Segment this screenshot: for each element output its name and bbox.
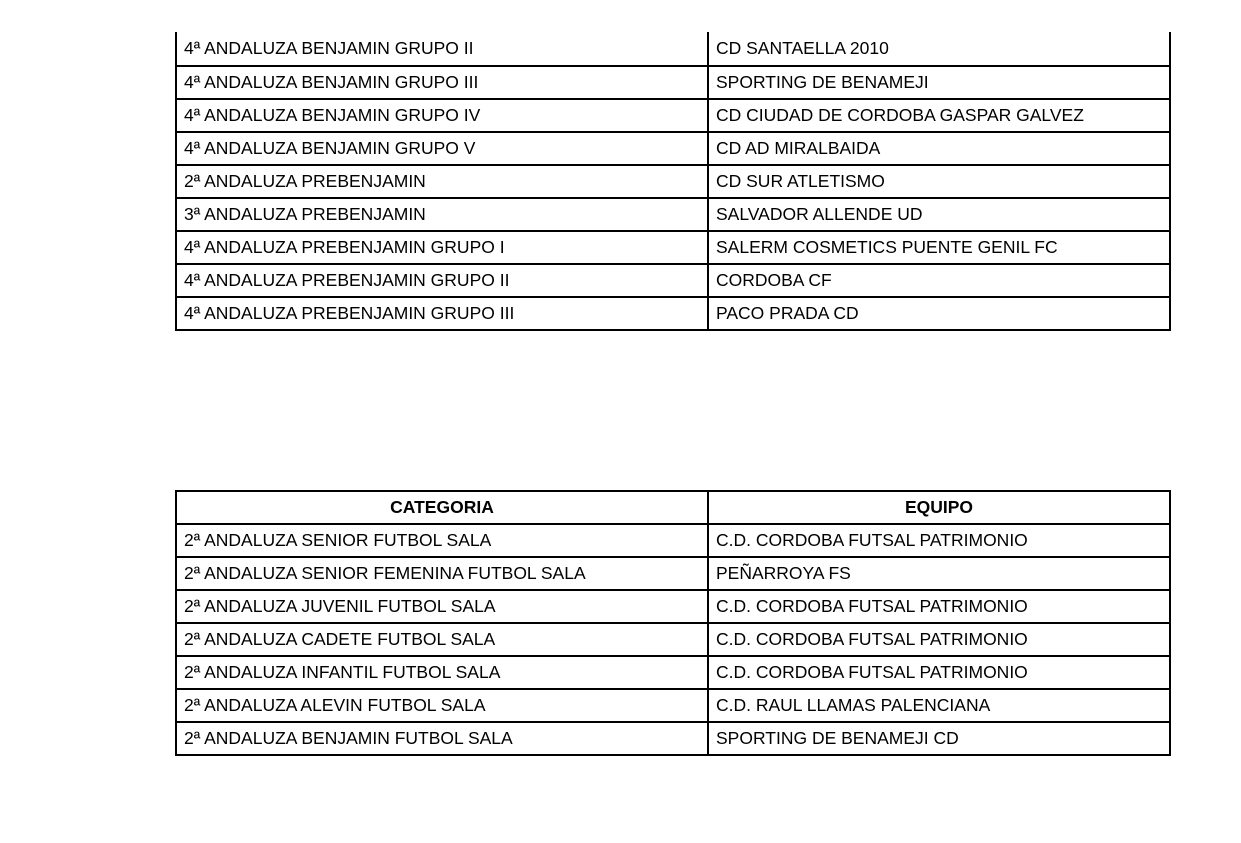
equipo-cell: SPORTING DE BENAMEJI (708, 66, 1170, 99)
equipo-cell: CD CIUDAD DE CORDOBA GASPAR GALVEZ (708, 99, 1170, 132)
table-row (176, 656, 1170, 689)
table-row (176, 524, 1170, 557)
categoria-cell: 2ª ANDALUZA ALEVIN FUTBOL SALA (176, 689, 708, 722)
table-row (176, 99, 1170, 132)
table-row (176, 66, 1170, 99)
equipo-cell: PACO PRADA CD (708, 297, 1170, 330)
table-row (176, 264, 1170, 297)
equipo-cell: CD SANTAELLA 2010 (708, 32, 1170, 66)
categories-table-futsal (175, 490, 1171, 756)
table-row (176, 297, 1170, 330)
categoria-cell: 4ª ANDALUZA BENJAMIN GRUPO IV (176, 99, 708, 132)
header-row (176, 491, 1170, 524)
table-row (176, 590, 1170, 623)
table-row (176, 165, 1170, 198)
categoria-cell: 4ª ANDALUZA BENJAMIN GRUPO II (176, 32, 708, 66)
table-row (176, 722, 1170, 755)
table-row (176, 198, 1170, 231)
categoria-cell: 4ª ANDALUZA PREBENJAMIN GRUPO II (176, 264, 708, 297)
equipo-cell: CD SUR ATLETISMO (708, 165, 1170, 198)
equipo-cell: SPORTING DE BENAMEJI CD (708, 722, 1170, 755)
categoria-cell: 4ª ANDALUZA PREBENJAMIN GRUPO III (176, 297, 708, 330)
table-row (176, 231, 1170, 264)
equipo-cell: PEÑARROYA FS (708, 557, 1170, 590)
table-row (176, 623, 1170, 656)
equipo-header: EQUIPO (708, 491, 1170, 524)
categoria-cell: 2ª ANDALUZA SENIOR FEMENINA FUTBOL SALA (176, 557, 708, 590)
equipo-cell: SALERM COSMETICS PUENTE GENIL FC (708, 231, 1170, 264)
categoria-cell: 2ª ANDALUZA INFANTIL FUTBOL SALA (176, 656, 708, 689)
categoria-cell: 3ª ANDALUZA PREBENJAMIN (176, 198, 708, 231)
categoria-cell: 4ª ANDALUZA PREBENJAMIN GRUPO I (176, 231, 708, 264)
categoria-cell: 2ª ANDALUZA PREBENJAMIN (176, 165, 708, 198)
equipo-cell: CD AD MIRALBAIDA (708, 132, 1170, 165)
equipo-cell: C.D. CORDOBA FUTSAL PATRIMONIO (708, 590, 1170, 623)
categoria-cell: 2ª ANDALUZA BENJAMIN FUTBOL SALA (176, 722, 708, 755)
categoria-cell: 2ª ANDALUZA CADETE FUTBOL SALA (176, 623, 708, 656)
categories-table-top (175, 32, 1171, 331)
table-row (176, 689, 1170, 722)
categoria-cell: 4ª ANDALUZA BENJAMIN GRUPO V (176, 132, 708, 165)
equipo-cell: SALVADOR ALLENDE UD (708, 198, 1170, 231)
equipo-cell: C.D. CORDOBA FUTSAL PATRIMONIO (708, 524, 1170, 557)
table-row (176, 132, 1170, 165)
categoria-cell: 4ª ANDALUZA BENJAMIN GRUPO III (176, 66, 708, 99)
equipo-cell: C.D. CORDOBA FUTSAL PATRIMONIO (708, 656, 1170, 689)
table-row (176, 557, 1170, 590)
equipo-cell: C.D. RAUL LLAMAS PALENCIANA (708, 689, 1170, 722)
categoria-cell: 2ª ANDALUZA JUVENIL FUTBOL SALA (176, 590, 708, 623)
table-row (176, 32, 1170, 66)
categoria-header: CATEGORIA (176, 491, 708, 524)
equipo-cell: C.D. CORDOBA FUTSAL PATRIMONIO (708, 623, 1170, 656)
categoria-cell: 2ª ANDALUZA SENIOR FUTBOL SALA (176, 524, 708, 557)
equipo-cell: CORDOBA CF (708, 264, 1170, 297)
